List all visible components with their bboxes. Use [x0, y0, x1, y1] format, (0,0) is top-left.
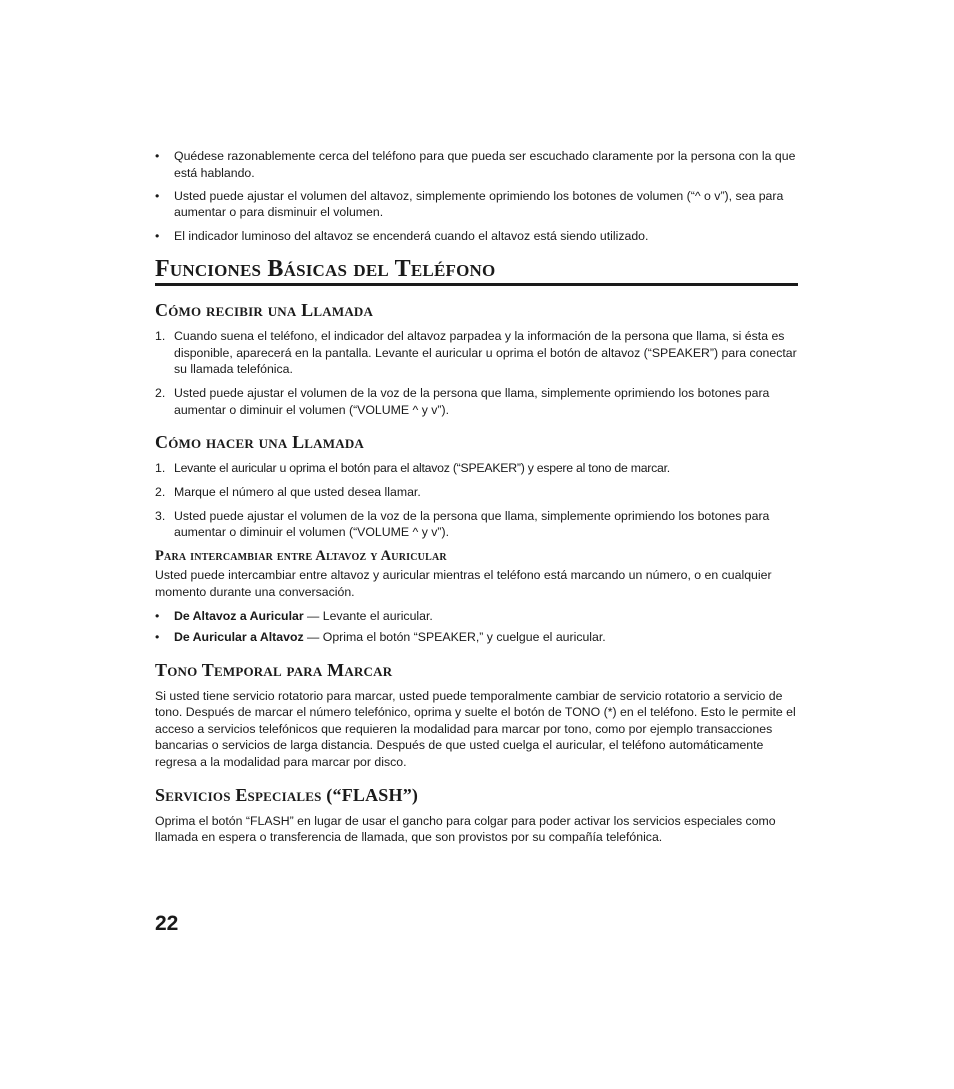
intro-bullet-list: [155, 148, 798, 244]
intro-bullet: • Quédese razonablemente cerca del teléfono para que pueda ser escuchado claramente por la persona con la que está hablando.: [155, 148, 798, 181]
flash-title: Servicios Especiales (“FLASH”): [155, 784, 419, 805]
manual-page: [155, 148, 798, 854]
mode-text: — Oprima el botón “SPEAKER,” y cuelgue el auricular.: [303, 630, 606, 645]
switch-mode-title: Para intercambiar entre Altavoz y Auricular: [155, 548, 447, 565]
mode-label: De Altavoz a Auricular: [174, 609, 304, 624]
receive-call-steps: [155, 328, 798, 418]
intro-bullet: • Usted puede ajustar el volumen del altavoz, simplemente oprimiendo los botones de volumen (“^ o v”), sea para aumentar o para disminuir el volumen.: [155, 188, 798, 221]
step-number: 1.: [155, 461, 166, 476]
make-call-title: Cómo hacer una Llamada: [155, 432, 365, 453]
step-text: Levante el auricular u oprima el botón para el altavoz (“SPEAKER”) y espere al tono de marcar.: [174, 461, 670, 476]
step-text: Cuando suena el teléfono, el indicador del altavoz parpadea y la información de la persona que llama, si ésta es disponible, aparecerá en la pantalla. Levante el auricular u oprima el botón de altavoz (“SPEAKER”) para conectar su llamada telefónica.: [174, 329, 797, 377]
switch-mode-list: [155, 608, 798, 645]
step-item: [155, 508, 798, 541]
step-text: Usted puede ajustar el volumen de la voz de la persona que llama, simplemente oprimiendo los botones para aumentar o diminuir el volumen (“VOLUME ^ y v”).: [174, 386, 770, 417]
step-number: 2.: [155, 485, 166, 500]
step-number: 2.: [155, 386, 166, 401]
switch-mode-body: Usted puede intercambiar entre altavoz y auricular mientras el teléfono está marcando un número, o en cualquier momento durante una conversación.: [155, 568, 772, 599]
intro-bullet: • El indicador luminoso del altavoz se encenderá cuando el altavoz está siendo utilizado.: [155, 228, 798, 245]
main-section-title: Funciones Básicas del Teléfono: [155, 256, 798, 286]
make-call-steps: [155, 460, 798, 541]
step-item: [155, 460, 798, 477]
mode-text: — Levante el auricular.: [303, 609, 433, 624]
step-text: Marque el número al que usted desea llamar.: [174, 485, 421, 500]
receive-call-title: Cómo recibir una Llamada: [155, 300, 374, 321]
tone-title: Tono Temporal para Marcar: [155, 659, 393, 680]
flash-body: Oprima el botón “FLASH” en lugar de usar el gancho para colgar para poder activar los servicios especiales como llamada en espera o transferencia de llamada, que son provistos por su compañía telefónica.: [155, 813, 776, 845]
step-item: [155, 484, 798, 501]
step-number: 3.: [155, 508, 166, 523]
tone-body: Si usted tiene servicio rotatorio para marcar, usted puede temporalmente cambiar de servicio rotatorio a servicio de tono. Después de marcar el número telefónico, oprima y suelte el botón de TONO (*) en el teléfono. Esto le permite el acceso a servicios telefónicos que requieren la modalidad para marcar por tono, como por ejemplo transacciones bancarias o servicios de larga distancia. Después de que usted cuelga el auricular, el teléfono automáticamente regresa a la modalidad para marcar por disco.: [155, 688, 796, 769]
mode-label: De Auricular a Altavoz: [174, 630, 304, 645]
mode-item: [155, 629, 798, 646]
mode-item: [155, 608, 798, 625]
step-number: 1.: [155, 329, 166, 344]
step-text: Usted puede ajustar el volumen de la voz de la persona que llama, simplemente oprimiendo los botones para aumentar o diminuir el volumen (“VOLUME ^ y v”).: [174, 508, 770, 540]
step-item: [155, 328, 798, 378]
step-item: [155, 385, 798, 418]
page-number: 22: [155, 912, 179, 935]
